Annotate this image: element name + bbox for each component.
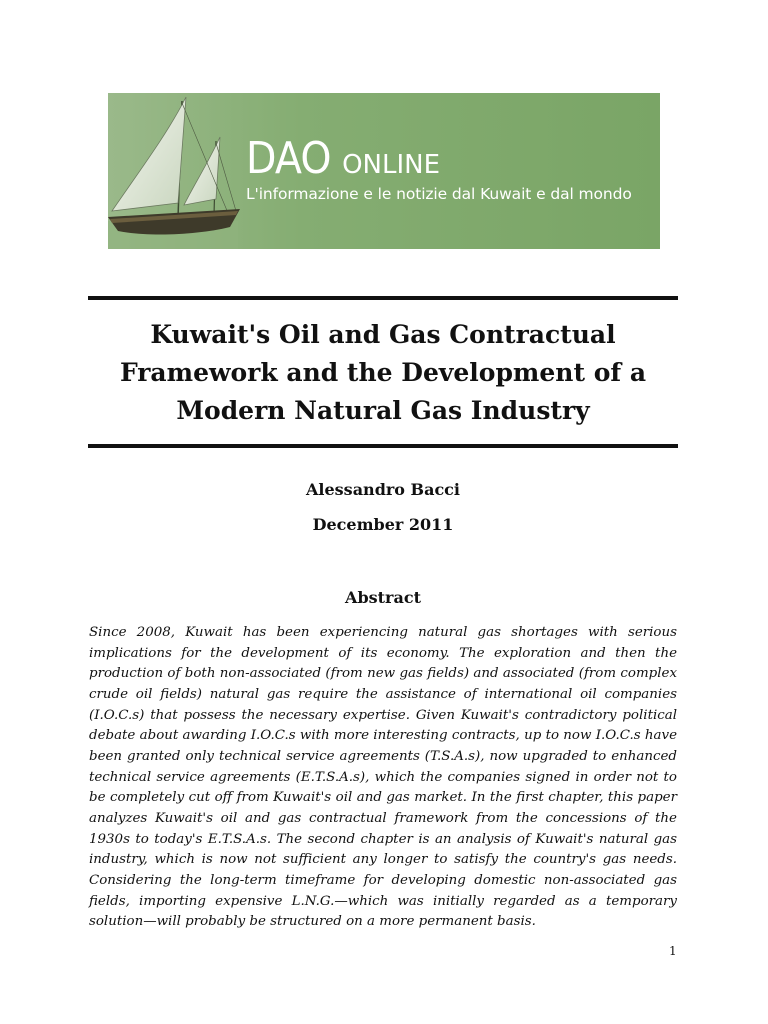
dao-online-banner: [108, 93, 660, 249]
brand-name-main: DAO: [246, 133, 331, 184]
abstract-text: Since 2008, Kuwait has been experiencing natural gas shortages with serious implications for the development of its economy. The exploration and then the production of both non-associated (from new gas fields) and associated (from complex crude oil fields) natural gas require the assistance of international oil companies (I.O.C.s) that possess the necessary expertise. Given Kuwait's contradictory political debate about awarding I.O.C.s with more interesting contracts, up to now I.O.C.s have been granted only technical service agreements (T.S.A.s), now upgraded to enhanced technical service agreements (E.T.S.A.s), which the companies signed in order not to be completely cut off from Kuwait's oil and gas market. In the first chapter, this paper analyzes Kuwait's oil and gas contractual framework from the concessions of the 1930s to today's E.T.S.A.s. The second chapter is an analysis of Kuwait's natural gas industry, which is now not sufficient any longer to satisfy the country's gas needs. Considering the long-term timeframe for developing domestic non-associated gas fields, importing expensive L.N.G.—which was initially regarded as a temporary solution—will probably be structured on a more permanent basis.: [89, 625, 677, 930]
page-number: 1: [669, 944, 677, 958]
brand-name-sub: ONLINE: [342, 150, 441, 180]
paper-title: Kuwait's Oil and Gas Contractual Framework and the Development of a Modern Natural Gas Industry: [119, 320, 647, 425]
brand-logo: [246, 133, 441, 184]
abstract-heading: Abstract: [345, 588, 421, 607]
paper-author: Alessandro Bacci: [306, 480, 460, 499]
brand-tagline: L'informazione e le notizie dal Kuwait e dal mondo: [246, 185, 632, 203]
title-rule-top: [88, 296, 678, 300]
title-rule-bottom: [88, 444, 678, 448]
paper-date: December 2011: [312, 515, 454, 534]
